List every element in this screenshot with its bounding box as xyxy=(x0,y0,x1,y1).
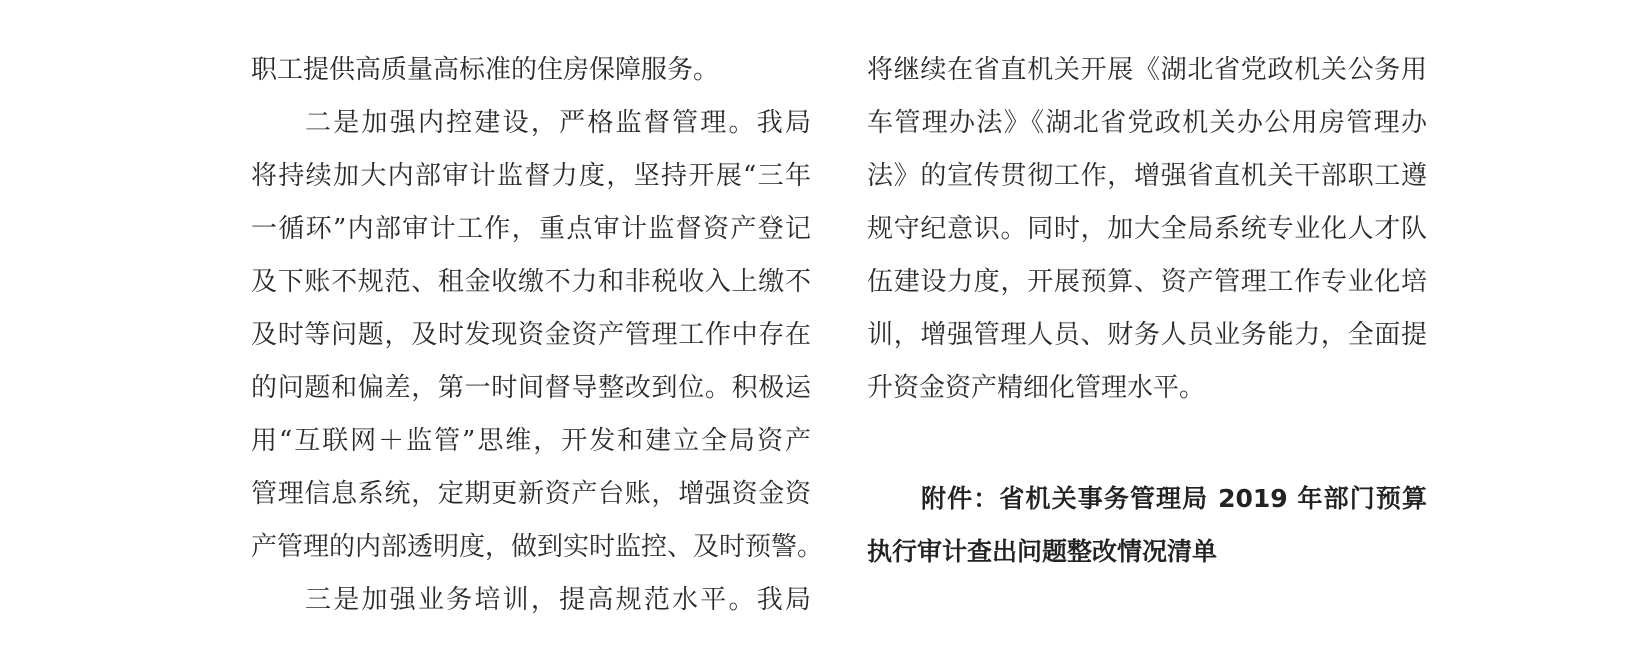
text-line: 职工提供高质量高标准的住房保障服务。 xyxy=(251,55,720,85)
attachment-title-line: 执行审计查出问题整改情况清单 xyxy=(867,537,1218,566)
text-line: 训，增强管理人员、财务人员业务能力，全面提 xyxy=(867,320,1427,350)
text-line: 一循环”内部审计工作，重点审计监督资产登记 xyxy=(251,214,811,244)
text-line: 规守纪意识。同时，加大全局系统专业化人才队 xyxy=(867,214,1427,244)
paragraph-start-line: 二是加强内控建设，严格监督管理。我局 xyxy=(305,108,811,138)
text-line: 车管理办法》《湖北省党政机关办公用房管理办 xyxy=(867,108,1427,138)
text-line: 的问题和偏差，第一时间督导整改到位。积极运 xyxy=(251,373,811,403)
paragraph-start-line: 三是加强业务培训，提高规范水平。我局 xyxy=(305,585,811,615)
right-text-column xyxy=(867,44,1427,415)
text-line: 将继续在省直机关开展《湖北省党政机关公务用 xyxy=(867,55,1427,85)
left-text-column xyxy=(251,44,824,627)
attachment-note xyxy=(867,472,1427,578)
text-line: 及下账不规范、租金收缴不力和非税收入上缴不 xyxy=(251,267,811,297)
text-line: 及时等问题，及时发现资金资产管理工作中存在 xyxy=(251,320,811,350)
attachment-title-line: 附件：省机关事务管理局 2019 年部门预算 xyxy=(921,484,1427,513)
text-line: 将持续加大内部审计监督力度，坚持开展“三年 xyxy=(251,161,811,191)
text-line: 用“互联网＋监管”思维，开发和建立全局资产 xyxy=(251,426,811,456)
text-line: 法》的宣传贯彻工作，增强省直机关干部职工遵 xyxy=(867,161,1427,191)
text-line: 管理信息系统，定期更新资产台账，增强资金资 xyxy=(251,479,811,509)
text-line: 产管理的内部透明度，做到实时监控、及时预警。 xyxy=(251,532,824,562)
text-line: 伍建设力度，开展预算、资产管理工作专业化培 xyxy=(867,267,1427,297)
text-line: 升资金资产精细化管理水平。 xyxy=(867,373,1206,403)
